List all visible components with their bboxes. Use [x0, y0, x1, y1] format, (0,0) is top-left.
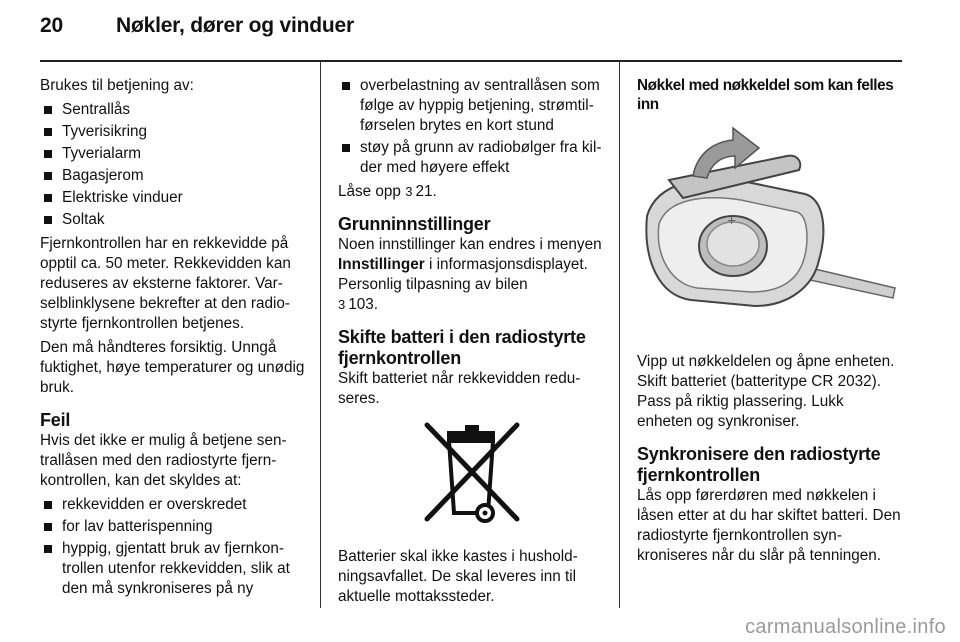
- list-item: hyppig, gjentatt bruk av fjernkontrollen utenfor rekkevidden, slik at den må synkroniseres på ny: [44, 539, 306, 599]
- range-paragraph: Fjernkontrollen har en rekkevidde på opptil ca. 50 meter. Rekkevidden kan reduseres av eksterne faktorer. Varselblinklysene bekrefter at den radiostyrte fjernkontrollen betjenes.: [40, 235, 291, 332]
- column-separator-1: [320, 62, 321, 608]
- open-replace-paragraph: Vipp ut nøkkeldelen og åpne enheten. Skift batteriet (batteritype CR 2032). Pass på riktig plassering. Lukk enheten og synkroniser.: [637, 353, 895, 430]
- fault-intro: Hvis det ikke er mulig å betjene sentrallåsen med den radiostyrte fjernkontrollen, kan det skyldes at:: [40, 432, 287, 489]
- key-heading: Nøkkel med nøkkeldel som kan felles inn: [637, 77, 894, 113]
- key-battery-photo: [637, 120, 903, 338]
- list-item: Tyverialarm: [44, 144, 306, 164]
- disposal-paragraph: Batterier skal ikke kastes i husholdningsavfallet. De skal leveres inn til aktuelle mottakssteder.: [338, 548, 578, 605]
- key-battery-illustration-icon: [637, 120, 901, 332]
- column-3: [637, 76, 903, 570]
- sync-paragraph: Lås opp førerdøren med nøkkelen i låsen etter at du har skiftet batteri. Den radiostyrte fjernkontrollen synkroniseres når du slår på tenningen.: [637, 487, 901, 564]
- column-1: [40, 76, 306, 603]
- page-ref[interactable]: 21.: [415, 183, 437, 200]
- sync-heading: Synkronisere den radiostyrte fjernkontrollen: [637, 444, 881, 485]
- list-item: overbelastning av sentrallåsen som følge av hyppig betjening, strømtilførselen brytes en kort stund: [342, 76, 604, 136]
- uses-intro: Brukes til betjening av:: [40, 77, 194, 94]
- page-title: Nøkler, dører og vinduer: [116, 14, 354, 37]
- column-separator-2: [619, 62, 620, 608]
- watermark: carmanualsonline.info: [745, 616, 946, 638]
- svg-text:+: +: [727, 214, 737, 227]
- list-item: støy på grunn av radiobølger fra kilder med høyere effekt: [342, 138, 604, 178]
- battery-paragraph: Skift batteriet når rekkevidden reduseres.: [338, 370, 581, 407]
- page-ref-arrow-icon: 3: [338, 297, 346, 312]
- list-item: for lav batterispenning: [44, 517, 306, 537]
- page-ref-arrow-icon: 3: [405, 184, 413, 199]
- settings-keyword: Innstillinger: [338, 256, 425, 273]
- list-item: Elektriske vinduer: [44, 188, 306, 208]
- basic-settings-heading: Grunninnstillinger: [338, 214, 491, 234]
- page-number: 20: [40, 14, 63, 37]
- uses-list: [40, 100, 306, 230]
- battery-heading: Skifte batteri i den radiostyrte fjernkontrollen: [338, 327, 586, 368]
- list-item: Sentrallås: [44, 100, 306, 120]
- crossed-out-wheelie-bin-icon: [413, 419, 529, 535]
- list-item: rekkevidden er overskredet: [44, 495, 306, 515]
- fault-heading: Feil: [40, 410, 71, 430]
- list-item: Tyverisikring: [44, 122, 306, 142]
- list-item: Soltak: [44, 210, 306, 230]
- list-item: Bagasjerom: [44, 166, 306, 186]
- fault-causes-list: [40, 495, 306, 599]
- basic-settings-paragraph: Noen innstillinger kan endres i menyen Innstillinger i informasjonsdisplayet. Personlig tilpasning av bilen 3 103.: [338, 236, 602, 313]
- header-rule: [40, 60, 902, 62]
- care-paragraph: Den må håndteres forsiktig. Unngå fuktighet, høye temperaturer og unødig bruk.: [40, 339, 305, 396]
- page-ref[interactable]: 103.: [348, 296, 379, 313]
- page-header: [40, 14, 910, 38]
- fault-causes-continued: [338, 76, 604, 178]
- column-2: [338, 76, 604, 611]
- unlock-reference: Låse opp 3 21.: [338, 183, 437, 200]
- crossed-bin-figure: [338, 419, 604, 535]
